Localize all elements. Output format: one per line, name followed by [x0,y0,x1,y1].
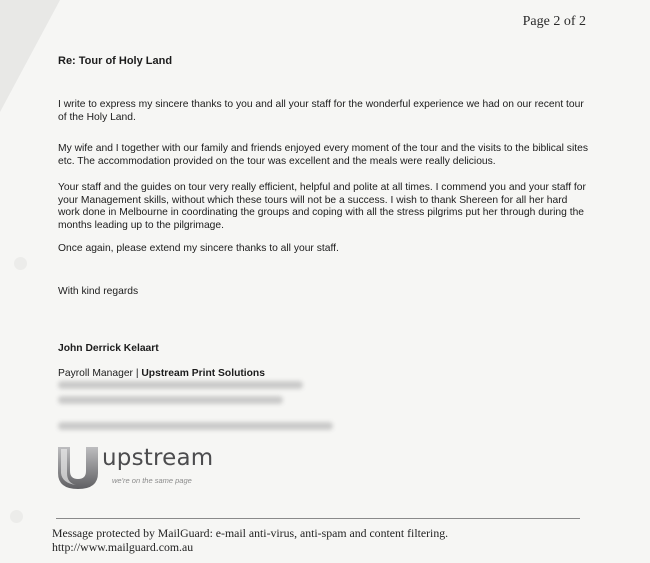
mailguard-footer [52,526,448,554]
signature-title: Payroll Manager | [58,368,142,379]
folded-corner [0,0,60,112]
punch-hole [10,510,23,523]
redacted-contact-line [58,381,303,389]
logo-wordmark: upstream [102,445,214,471]
letter-paragraph: Once again, please extend my sincere thanks to all your staff. [58,243,339,254]
letter-paragraph: My wife and I together with our family and friends enjoyed every moment of the tour and the visits to the biblical sites etc. The accommodation provided on the tour was excellent and the meals were really delicious. [58,143,588,167]
redacted-address-line [58,396,283,404]
footer-separator [56,518,580,519]
redacted-website-line [58,422,333,430]
letter-paragraph: Your staff and the guides on tour very really efficient, helpful and polite at all times. I commend you and your staff for your Management skills, without which these tours will not be a success. I wish to thank Shereen for all her hard work done in Melbourne in coordinating the groups and coping with all the stress pilgrims put her through during the months leading up to the pilgrimage. [58,182,586,231]
mailguard-link[interactable]: http://www.mailguard.com.au [52,540,194,554]
letter-paragraph: I write to express my sincere thanks to you and all your staff for the wonderful experience we had on our recent tour of the Holy Land. [58,99,584,123]
mailguard-notice: Message protected by MailGuard: e-mail anti-virus, anti-spam and content filtering. [52,526,449,540]
signature-company: Upstream Print Solutions [141,368,265,379]
u-shape-icon [56,445,100,491]
logo-tagline: we're on the same page [112,476,192,485]
signature-title-line [58,368,265,379]
upstream-logo [56,445,236,493]
letter-subject: Re: Tour of Holy Land [58,55,173,67]
page-number: Page 2 of 2 [522,14,586,29]
punch-hole [14,257,27,270]
signature-name: John Derrick Kelaart [58,343,159,354]
letter-closing: With kind regards [58,286,139,297]
